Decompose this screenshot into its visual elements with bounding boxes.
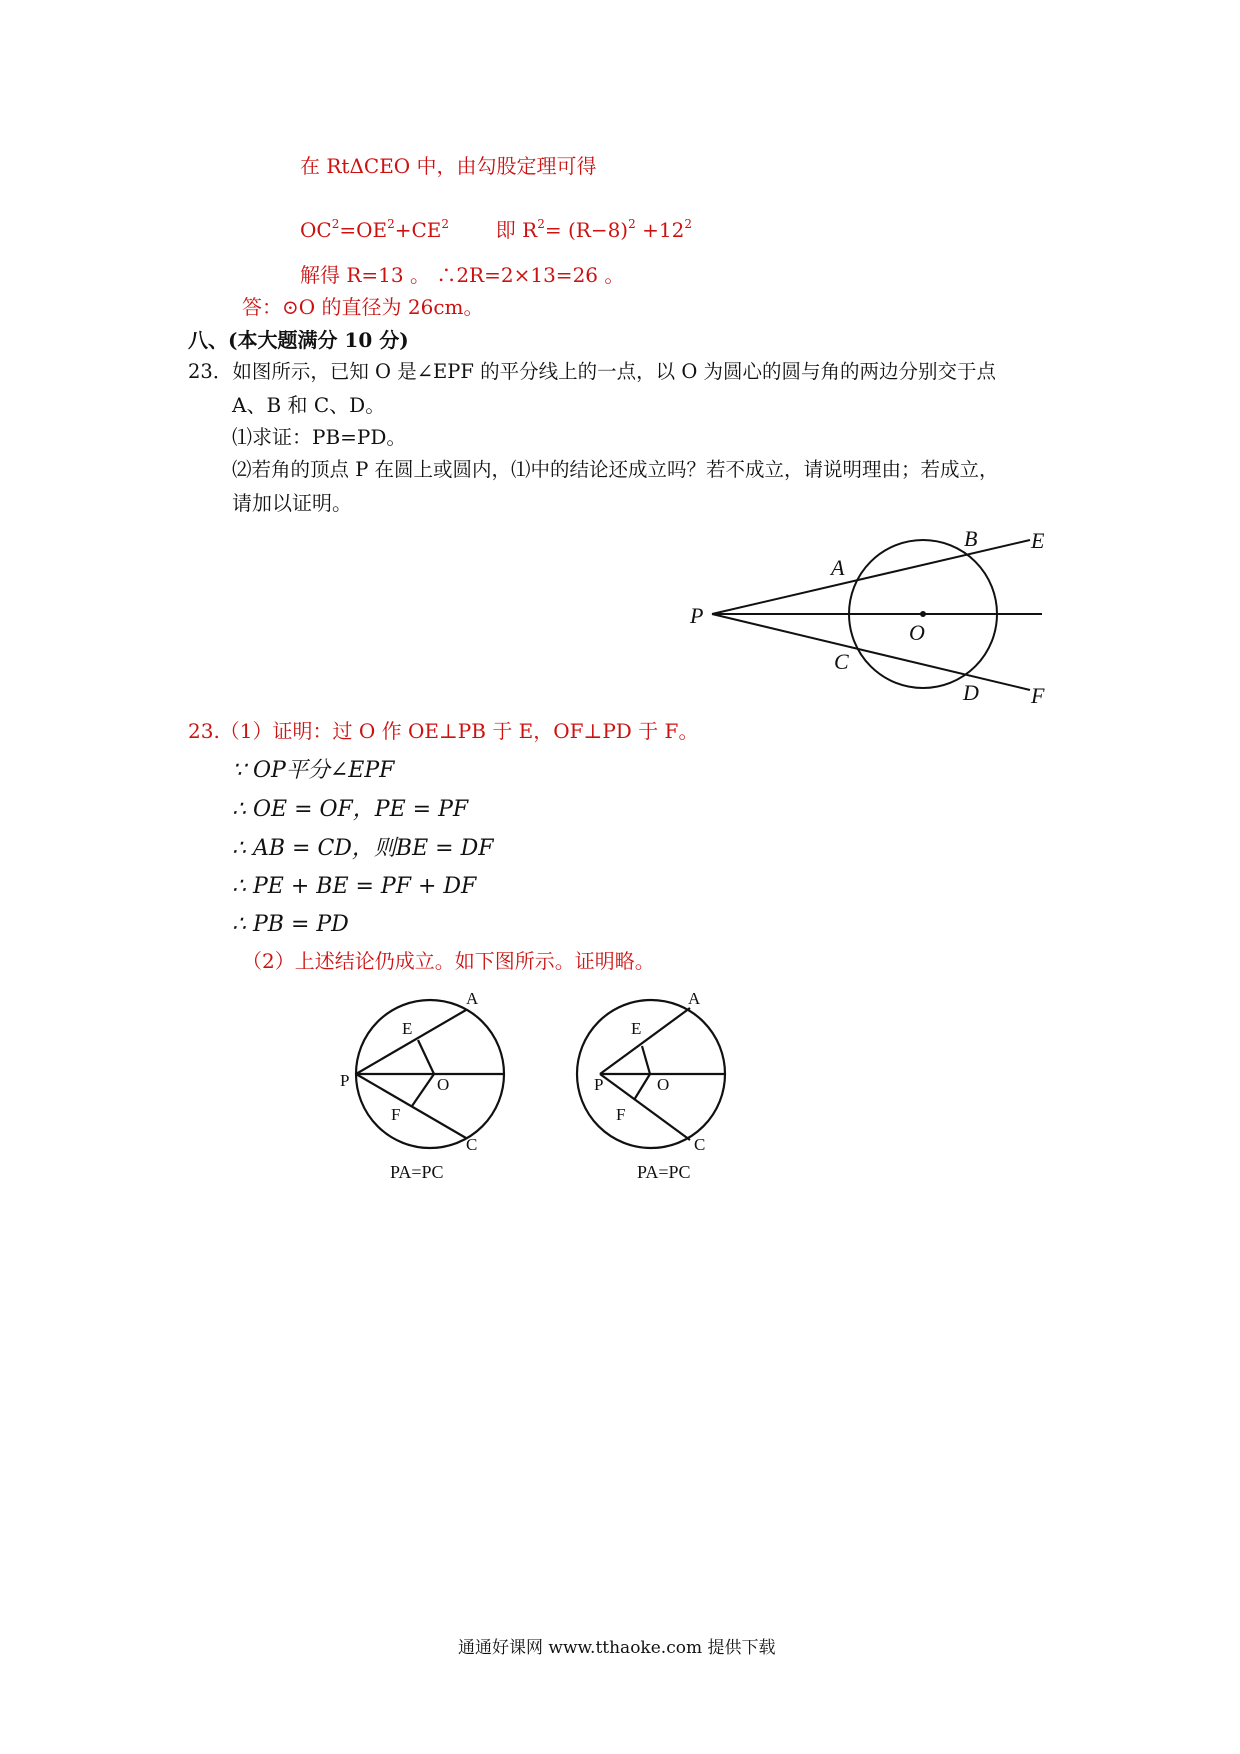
fig2-label-a: A [466,989,479,1008]
page-footer: 通通好课网 www.tthaoke.com 提供下载 [458,1638,776,1658]
eq-ce: +CE [394,218,442,242]
proof-step5: ∴ PB = PD [232,912,349,937]
label-b: B [964,526,978,551]
eq-oc: OC [300,218,332,242]
label-f: F [1031,683,1045,708]
label-c: C [834,649,849,674]
fig3-label-f: F [616,1105,626,1124]
eq-12: +12 [642,218,685,242]
fig2-caption: PA=PC [390,1162,444,1182]
label-a: A [831,555,845,580]
label-p: P [690,603,704,628]
sup: 2 [387,217,395,231]
sup: 2 [684,217,692,231]
solution-intro: 23.（1）证明：过 O 作 OE⊥PB 于 E，OF⊥PD 于 F。 [188,719,699,743]
solution-prev-line3: 解得 R=13 。 ∴2R=2×13=26 。 [300,263,625,287]
label-o: O [909,620,925,645]
solution-prev-answer: 答：⊙O 的直径为 26cm。 [242,295,484,319]
sup: 2 [537,217,545,231]
eq-r-8: = (R−8) [544,218,629,242]
solution-part2: （2）上述结论仍成立。如下图所示。证明略。 [242,949,655,973]
proof-step4: ∴ PE + BE = PF + DF [232,874,477,899]
solution-prev-line1: 在 RtΔCEO 中，由勾股定理可得 [300,154,597,178]
fig3-label-a: A [688,989,701,1008]
problem-line3: ⑴求证：PB=PD。 [232,425,407,449]
section-heading: 八、(本大题满分 10 分) [188,328,409,352]
fig2-label-e: E [402,1019,413,1038]
problem-line4: ⑵若角的顶点 P 在圆上或圆内，⑴中的结论还成立吗？若不成立，请说明理由；若成立， [232,458,999,481]
proof-step1: ∵ OP平分∠EPF [232,758,395,783]
problem-line2: A、B 和 C、D。 [232,393,386,417]
fig2-label-f: F [391,1105,401,1124]
problem-line5: 请加以证明。 [232,491,352,515]
fig3-label-o: O [657,1075,670,1094]
label-d: D [963,680,979,705]
eq-r: 即 R [495,218,538,242]
sup: 2 [628,217,636,231]
problem-line1: 23．如图所示，已知 O 是∠EPF 的平分线上的一点，以 O 为圆心的圆与角的两边分别交于点 [188,360,997,383]
fig3-caption: PA=PC [637,1162,691,1182]
fig3-label-c: C [694,1135,706,1154]
sup: 2 [331,217,340,231]
label-e: E [1031,528,1045,553]
sup: 2 [441,217,450,231]
fig2-label-c: C [466,1135,478,1154]
fig3-label-p: P [594,1075,604,1094]
proof-step2: ∴ OE = OF，PE = PF [232,797,469,822]
fig3-label-e: E [631,1019,642,1038]
fig2-label-p: P [340,1071,350,1090]
eq-oe: =OE [339,218,388,242]
proof-step3: ∴ AB = CD，则BE = DF [232,836,494,861]
fig2-label-o: O [437,1075,450,1094]
